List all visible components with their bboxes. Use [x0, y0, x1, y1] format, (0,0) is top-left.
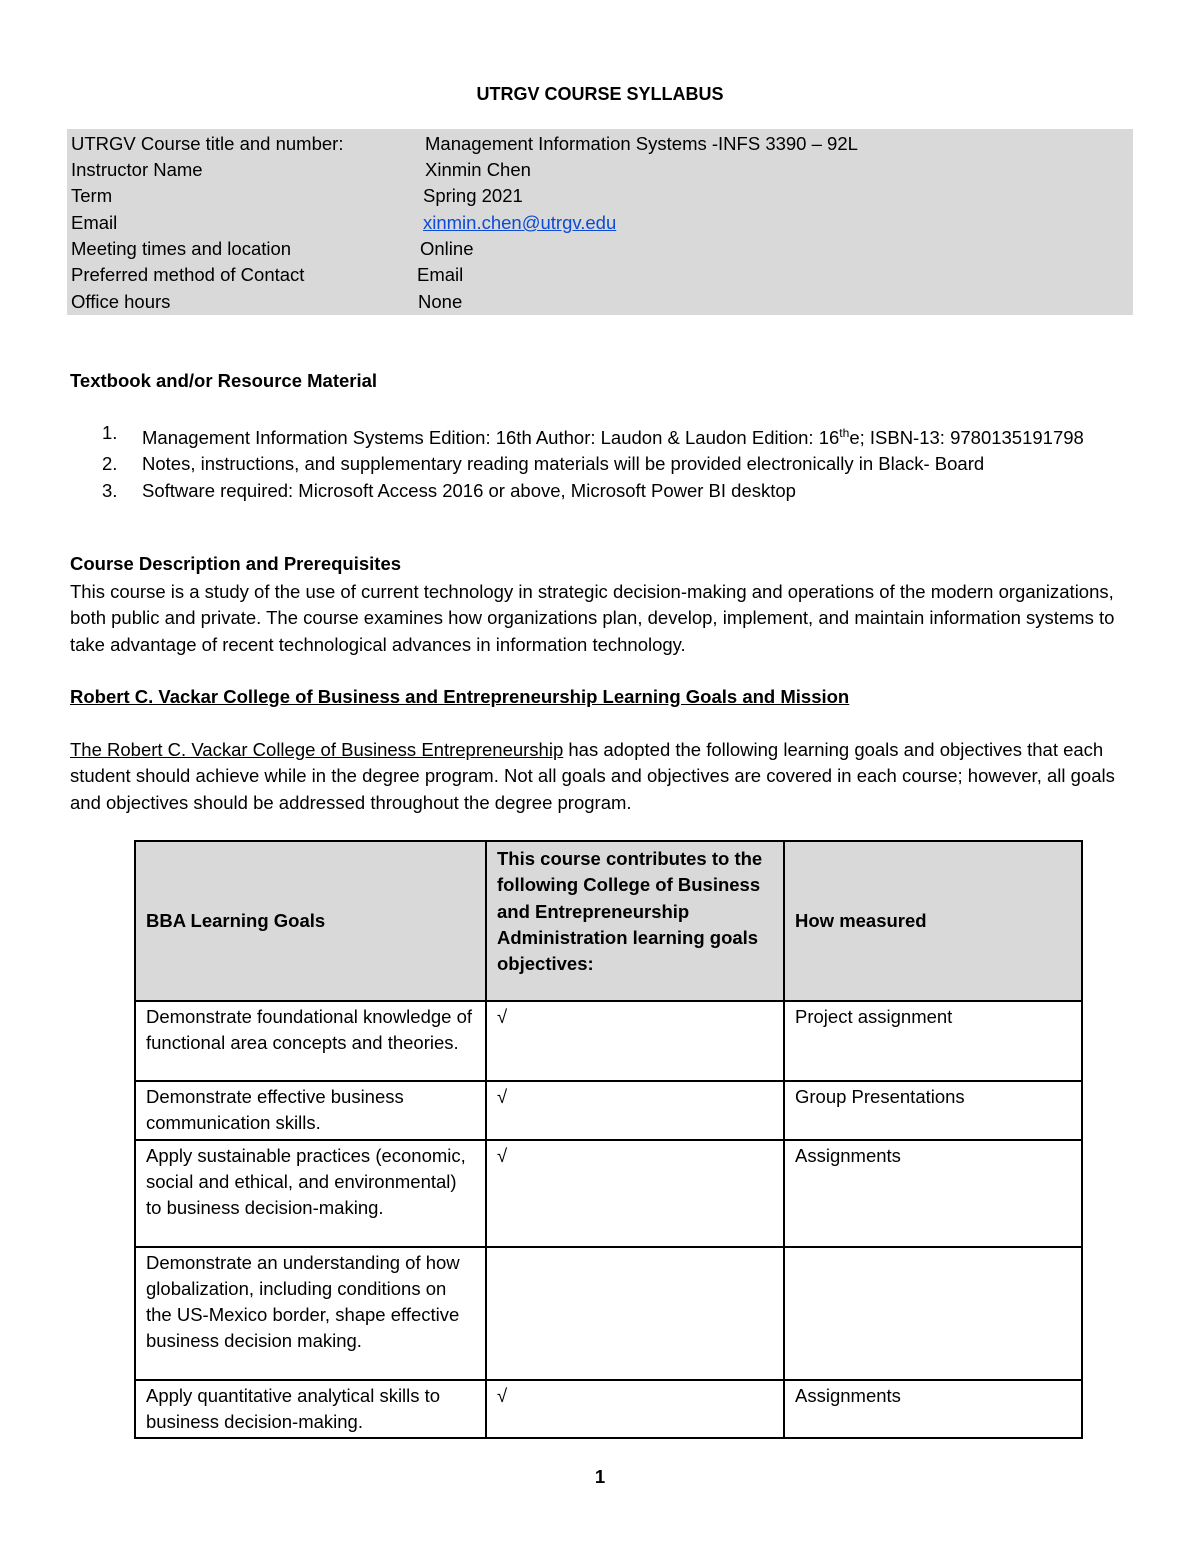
goal-cell: Apply sustainable practices (economic, social and ethical, and environmental) to business decision-making.: [135, 1140, 486, 1247]
info-label: Email: [71, 212, 118, 233]
learning-goals-intro: [70, 737, 1140, 816]
goal-cell: Demonstrate effective business communication skills.: [135, 1081, 486, 1140]
measure-cell: Assignments: [784, 1140, 1082, 1247]
info-value: Spring 2021: [423, 185, 523, 206]
info-label: Instructor Name: [71, 159, 203, 180]
table-row: [135, 1247, 1082, 1380]
measure-cell: Group Presentations: [784, 1081, 1082, 1140]
info-value: None: [418, 291, 463, 312]
check-cell: √: [486, 1380, 784, 1439]
list-item: [70, 478, 1140, 504]
check-cell: [486, 1247, 784, 1380]
textbook-heading: Textbook and/or Resource Material: [70, 370, 378, 391]
page-number: 1: [594, 1466, 606, 1487]
table-row: [135, 1140, 1082, 1247]
course-description-heading: Course Description and Prerequisites: [70, 553, 402, 574]
list-number: 1.: [102, 422, 118, 443]
info-label: Preferred method of Contact: [71, 264, 305, 285]
list-item: [70, 420, 1140, 451]
goal-cell: Demonstrate foundational knowledge of functional area concepts and theories.: [135, 1001, 486, 1081]
info-value: Online: [420, 238, 474, 259]
list-item: [70, 451, 1140, 477]
college-name-link[interactable]: The Robert C. Vackar College of Business Entrepreneurship: [70, 739, 564, 760]
measure-cell: Project assignment: [784, 1001, 1082, 1081]
list-number: 3.: [102, 479, 118, 501]
list-text: Management Information Systems Edition: 16th Author: Laudon & Laudon Edition: 16: [142, 427, 840, 449]
info-value: Management Information Systems -INFS 3390 – 92L: [425, 133, 858, 154]
intro-text: has adopted the following learning goals and objectives that each student should achieve while in the degree program. Not all goals and objectives are covered in each course; however, all goals and objectives should be addressed throughout the degree program.: [70, 739, 1115, 813]
table-row: [135, 1001, 1082, 1081]
list-number: 2.: [102, 453, 118, 475]
column-header: BBA Learning Goals: [135, 841, 486, 1001]
list-text: e; ISBN-13: 9780135191798: [849, 427, 1084, 449]
column-header: This course contributes to the following College of Business and Entrepreneurship Administration learning goals objectives:: [486, 841, 784, 1001]
info-label: Meeting times and location: [71, 238, 292, 259]
column-header: How measured: [784, 841, 1082, 1001]
list-text: Notes, instructions, and supplementary reading materials will be provided electronically in Black- Board: [142, 453, 985, 475]
info-label: UTRGV Course title and number:: [71, 133, 344, 154]
email-link[interactable]: xinmin.chen@utrgv.edu: [423, 212, 617, 233]
measure-cell: [784, 1247, 1082, 1380]
measure-cell: Assignments: [784, 1380, 1082, 1439]
check-cell: √: [486, 1140, 784, 1247]
table-header-row: [135, 841, 1082, 1001]
info-label: Office hours: [71, 291, 171, 312]
check-cell: √: [486, 1001, 784, 1081]
textbook-list: [70, 420, 1140, 504]
info-value: Email: [417, 264, 464, 285]
course-description-text: This course is a study of the use of current technology in strategic decision-making and operations of the modern organizations, both public and private. The course examines how organizations plan, develop, implement, and maintain information systems to take advantage of recent technological advances in information technology.: [70, 581, 1115, 655]
table-row: [135, 1380, 1082, 1439]
table-row: [135, 1081, 1082, 1140]
list-text: Software required: Microsoft Access 2016 or above, Microsoft Power BI desktop: [142, 479, 796, 501]
superscript: th: [839, 426, 850, 440]
learning-goals-heading: Robert C. Vackar College of Business and Entrepreneurship Learning Goals and Mission: [70, 686, 850, 707]
info-label: Term: [71, 185, 113, 206]
learning-goals-table: [134, 840, 1083, 1439]
course-info-box: [67, 129, 1133, 315]
goal-cell: Demonstrate an understanding of how globalization, including conditions on the US-Mexico border, shape effective business decision making.: [135, 1247, 486, 1380]
page-title: UTRGV COURSE SYLLABUS: [476, 84, 724, 104]
check-cell: √: [486, 1081, 784, 1140]
goal-cell: Apply quantitative analytical skills to business decision-making.: [135, 1380, 486, 1439]
info-value: Xinmin Chen: [425, 159, 531, 180]
